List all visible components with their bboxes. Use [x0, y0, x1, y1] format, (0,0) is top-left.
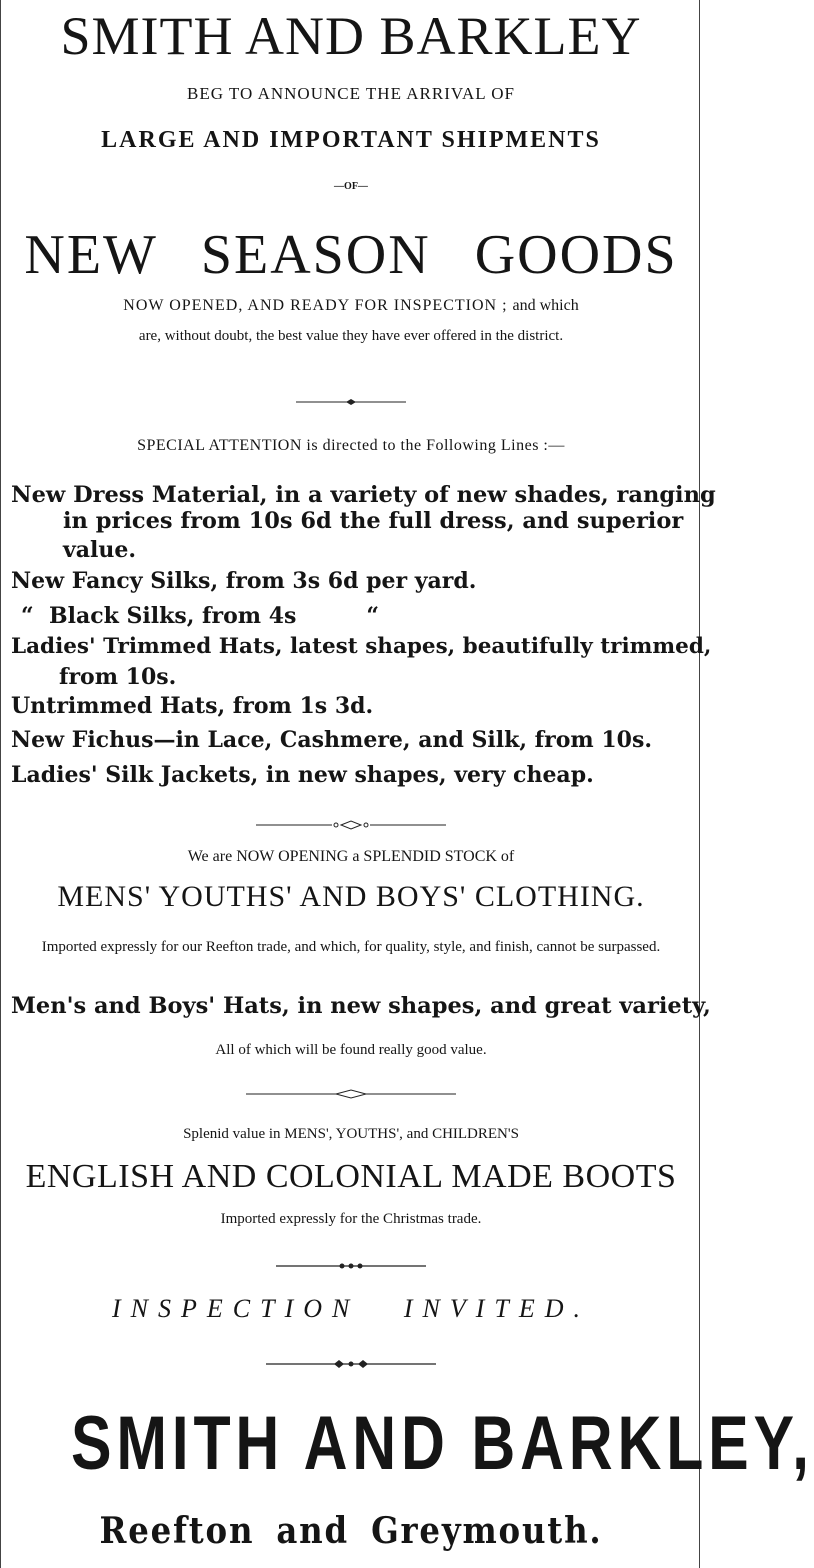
fichus-line: New Fichus—in Lace, Cashmere, and Silk, from 10s.: [11, 727, 653, 753]
inspection-invited: INSPECTION INVITED.: [112, 1294, 590, 1323]
divider-3: [1, 1088, 701, 1102]
fancy-silks-line: New Fancy Silks, from 3s 6d per yard.: [11, 568, 477, 594]
boots-intro-line: Splenid value in MENS', YOUTHS', and CHILDREN'S: [183, 1126, 519, 1142]
ditto-mark: “: [21, 603, 34, 629]
divider-ornament-icon: [246, 1088, 456, 1100]
imported-note: [41, 937, 661, 957]
heading-firm-name: SMITH AND BARKLEY: [60, 6, 642, 66]
clothing-heading: MENS' YOUTHS' AND BOYS' CLOTHING.: [57, 880, 645, 913]
untrimmed-hats-line: Untrimmed Hats, from 1s 3d.: [11, 693, 374, 719]
divider-ornament-icon: [256, 819, 446, 831]
divider-5: [1, 1358, 701, 1372]
dress-material-line-3: value.: [63, 537, 137, 563]
good-value-line: All of which will be found really good value.: [215, 1042, 487, 1058]
imported-note-text: Imported expressly for our Reefton trade, and which, for quality, style, and finish, cannot be surpassed.: [41, 939, 661, 955]
christmas-trade-line: Imported expressly for the Christmas trade.: [220, 1211, 482, 1227]
divider-ornament-icon: [276, 1260, 426, 1272]
value-note: [131, 327, 571, 346]
dress-material-line-2: in prices from 10s 6d the full dress, and superior: [63, 508, 684, 534]
dress-material-line-1: New Dress Material, in a variety of new shades, ranging: [11, 482, 716, 508]
black-silks-line: [21, 603, 701, 629]
new-season-goods-heading: NEW SEASON GOODS: [24, 224, 678, 286]
black-silks-text: Black Silks, from 4s: [49, 603, 297, 629]
footer-locations: Reefton and Greymouth.: [99, 1510, 603, 1552]
silk-jackets-line: Ladies' Silk Jackets, in new shapes, very cheap.: [11, 762, 594, 788]
now-opened-line: [1, 297, 701, 315]
mens-boys-hats-line: Men's and Boys' Hats, in new shapes, and great variety,: [11, 993, 711, 1019]
divider-ornament-icon: [296, 396, 406, 408]
divider-1: [1, 396, 701, 410]
now-opened-text: NOW OPENED, AND READY FOR INSPECTION ;: [123, 297, 508, 314]
now-opening-line: We are NOW OPENING a SPLENDID STOCK of: [187, 848, 515, 865]
divider-2: [1, 819, 701, 833]
footer-firm-name: SMITH AND BARKLEY,: [71, 1401, 814, 1486]
divider-ornament-icon: [266, 1358, 436, 1370]
of-line: —OF—: [334, 181, 368, 192]
trimmed-hats-line-1: Ladies' Trimmed Hats, latest shapes, beautifully trimmed,: [11, 634, 712, 659]
ditto-mark-2: “: [366, 603, 380, 629]
special-attention-line: SPECIAL ATTENTION is directed to the Following Lines :—: [137, 437, 565, 454]
trimmed-hats-line-2: from 10s.: [59, 664, 177, 690]
value-note-text: are, without doubt, the best value they have ever offered in the district.: [138, 328, 564, 344]
now-opened-tail: and which: [512, 297, 579, 314]
shipments-line: LARGE AND IMPORTANT SHIPMENTS: [101, 127, 601, 153]
announce-line: BEG TO ANNOUNCE THE ARRIVAL OF: [186, 84, 515, 103]
divider-4: [1, 1260, 701, 1274]
boots-heading: ENGLISH AND COLONIAL MADE BOOTS: [25, 1158, 677, 1195]
